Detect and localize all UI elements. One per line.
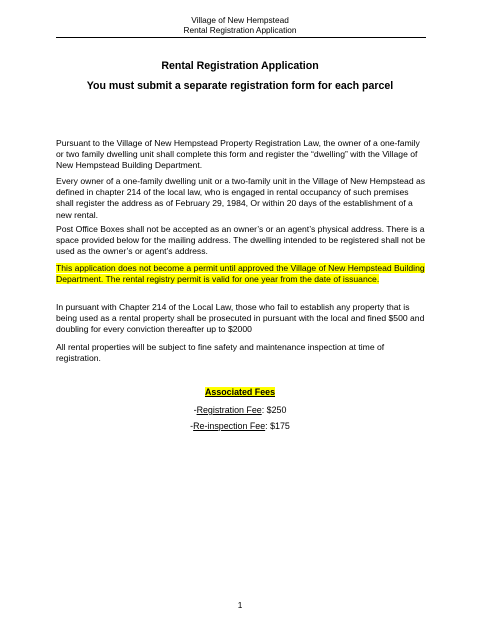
fee-prefix: - [193,405,197,415]
paragraph-po-boxes: Post Office Boxes shall not be accepted as an owner’s or an agent’s physical address. There is a space provided below for the mailing address. The dwelling intended to be registered shall not be used as the owner’s or agent’s address. [56,224,426,257]
document-title: Rental Registration Application [161,60,319,72]
paragraph-permit-notice [56,263,428,285]
document-subtitle: You must submit a separate registration form for each parcel [86,80,394,92]
fee-label: Registration Fee [196,405,262,415]
header-divider [56,37,426,38]
fee-prefix: - [190,421,194,431]
header-village-name: Village of New Hempstead [191,15,289,25]
fee-item-reinspection [0,421,480,432]
page-number: 1 [237,600,243,610]
header-document-name: Rental Registration Application [183,25,297,35]
fee-amount: : $250 [261,405,287,415]
paragraph-registration-law: Pursuant to the Village of New Hempstead Property Registration Law, the owner of a one-family or two family dwelling unit shall complete this form and register the “dwelling” with the Village of New Hempstead Building Department. [56,138,420,171]
fee-label: Re-inspection Fee [193,421,266,431]
highlighted-permit-text: This application does not become a permit until approved the Village of New Hempstead Building Department. The rental registry permit is valid for one year from the date of issuance. [56,263,425,285]
page-header [0,15,480,35]
fees-heading [0,387,480,398]
paragraph-owner-registration: Every owner of a one-family dwelling unit or a two-family unit in the Village of New Hempstead as defined in chapter 214 of the local law, who is engaged in rental occupancy of such premises shall register the address as of February 29, 1984, Or within 20 days of the establishment of a new rental. [56,176,426,220]
paragraph-penalties: In pursuant with Chapter 214 of the Local Law, those who fail to establish any property that is being used as a rental property shall be prosecuted in pursuant with the local and fined $500 and doubling for every conviction thereafter up to $2000 [56,302,425,335]
fee-amount: : $175 [265,421,290,431]
fee-item-registration [0,405,480,416]
fees-heading-text: Associated Fees [204,387,276,397]
paragraph-inspection: All rental properties will be subject to fine safety and maintenance inspection at time of registration. [56,342,385,364]
